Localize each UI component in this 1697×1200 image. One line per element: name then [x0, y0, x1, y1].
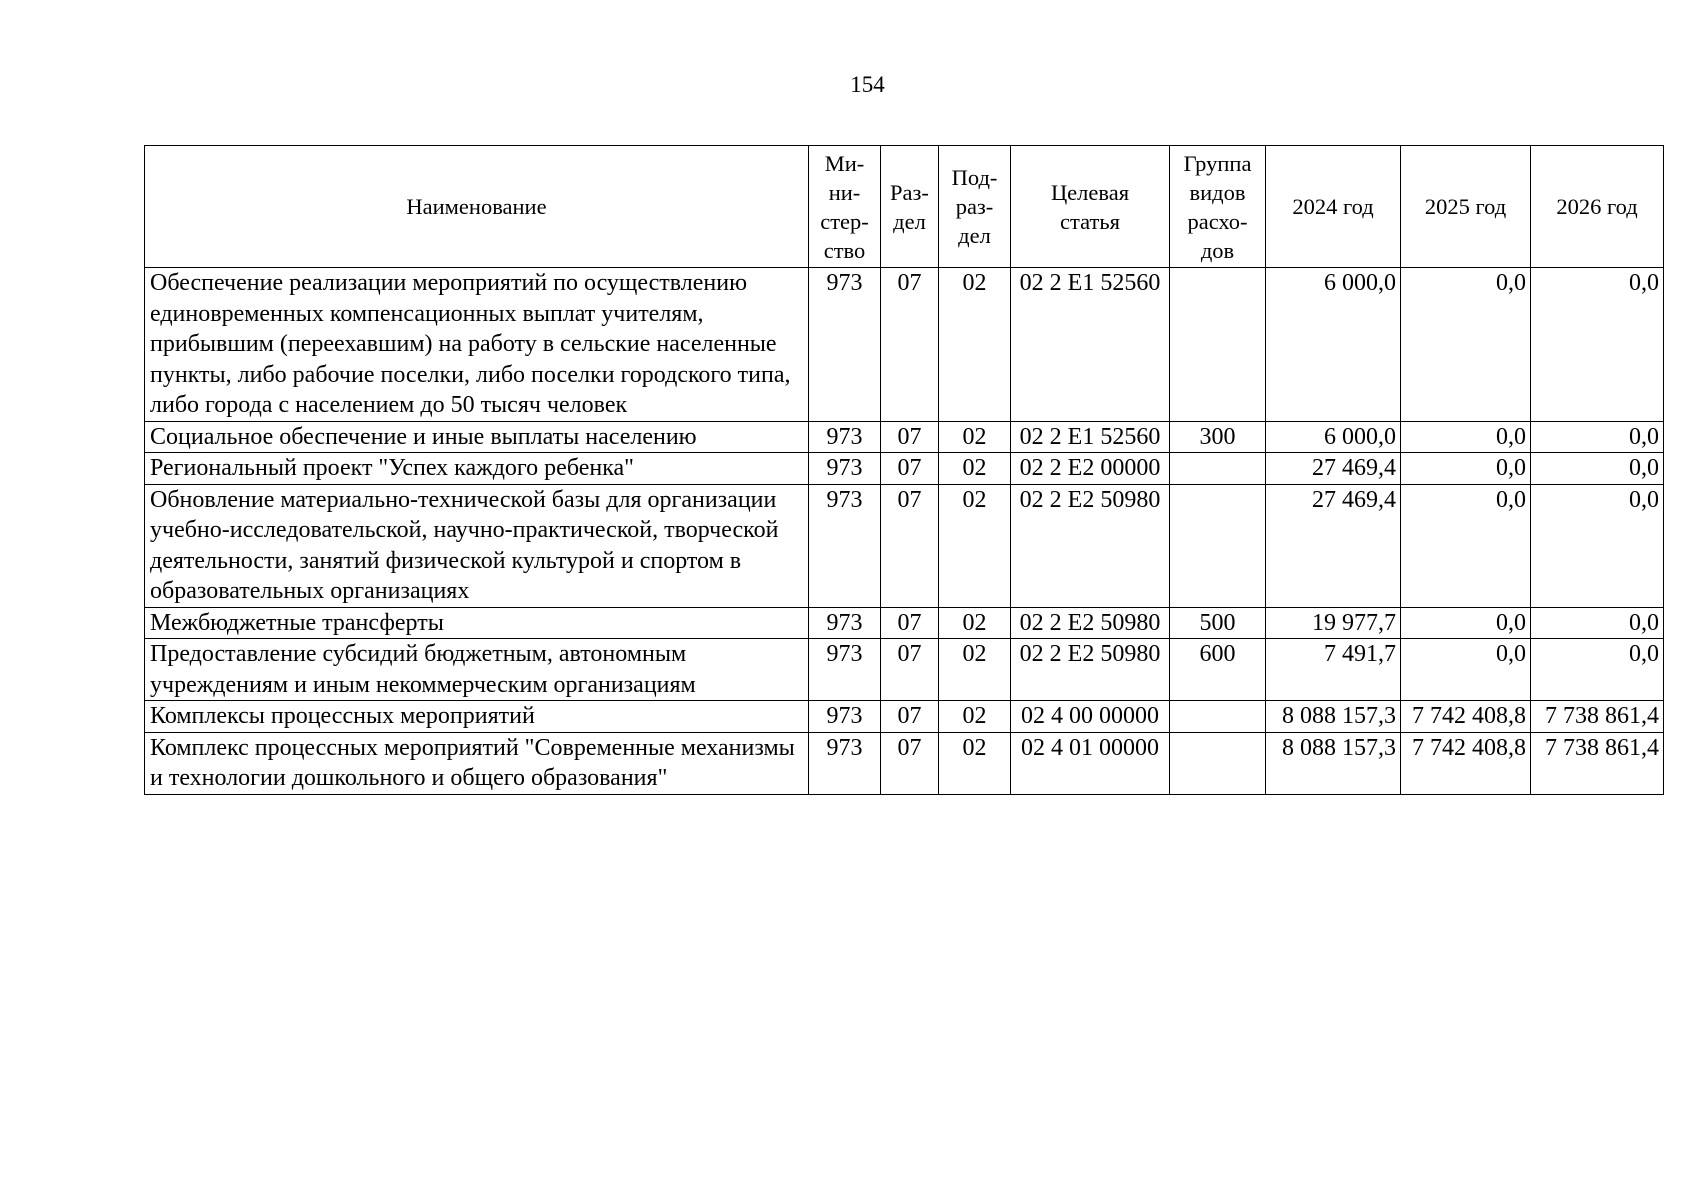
header-ministry-text: Ми- ни- стер- ство	[820, 150, 869, 263]
row-ministry: 973	[809, 639, 881, 701]
row-subsection: 02	[939, 268, 1011, 422]
header-target-article	[1011, 146, 1170, 268]
row-2025: 0,0	[1401, 421, 1531, 453]
row-expense-group: 300	[1170, 421, 1266, 453]
row-ministry: 973	[809, 732, 881, 794]
row-2026: 0,0	[1531, 639, 1664, 701]
table-row	[145, 421, 1664, 453]
row-2025: 0,0	[1401, 639, 1531, 701]
header-section-text: Раз- дел	[890, 179, 929, 234]
table-row	[145, 484, 1664, 607]
row-2026: 0,0	[1531, 421, 1664, 453]
row-name: Межбюджетные трансферты	[145, 607, 809, 639]
row-target-article: 02 2 Е2 50980	[1011, 607, 1170, 639]
row-subsection: 02	[939, 701, 1011, 733]
row-2025: 7 742 408,8	[1401, 732, 1531, 794]
row-2024: 27 469,4	[1266, 453, 1401, 485]
budget-table	[144, 145, 1664, 795]
row-ministry: 973	[809, 607, 881, 639]
row-2024: 27 469,4	[1266, 484, 1401, 607]
header-name: Наименование	[145, 146, 809, 268]
header-2026: 2026 год	[1531, 146, 1664, 268]
table-row	[145, 701, 1664, 733]
table-header-row	[145, 146, 1664, 268]
row-section: 07	[881, 607, 939, 639]
row-target-article: 02 4 01 00000	[1011, 732, 1170, 794]
row-2026: 0,0	[1531, 607, 1664, 639]
row-section: 07	[881, 701, 939, 733]
row-name: Комплекс процессных мероприятий "Современные механизмы и технологии дошкольного и общего образования"	[145, 732, 809, 794]
row-2025: 0,0	[1401, 268, 1531, 422]
row-section: 07	[881, 268, 939, 422]
header-expense-group-text: Группа видов расхо- дов	[1183, 150, 1252, 263]
table-row	[145, 639, 1664, 701]
header-ministry	[809, 146, 881, 268]
row-2024: 8 088 157,3	[1266, 701, 1401, 733]
row-section: 07	[881, 421, 939, 453]
row-subsection: 02	[939, 453, 1011, 485]
row-section: 07	[881, 732, 939, 794]
table-row	[145, 268, 1664, 422]
row-subsection: 02	[939, 639, 1011, 701]
row-name: Обновление материально-технической базы для организации учебно-исследовательской, научно-практической, творческой деятельности, занятий физической культурой и спортом в образовательных организациях	[145, 484, 809, 607]
row-name: Комплексы процессных мероприятий	[145, 701, 809, 733]
row-subsection: 02	[939, 484, 1011, 607]
row-name: Предоставление субсидий бюджетным, автономным учреждениям и иным некоммерческим организациям	[145, 639, 809, 701]
page-number: 154	[850, 72, 885, 97]
row-section: 07	[881, 453, 939, 485]
row-target-article: 02 2 Е1 52560	[1011, 421, 1170, 453]
row-2026: 0,0	[1531, 453, 1664, 485]
row-name: Обеспечение реализации мероприятий по осуществлению единовременных компенсационных выплат учителям, прибывшим (переехавшим) на работу в сельские населенные пункты, либо рабочие поселки, либо поселки городского типа, либо города с населением до 50 тысяч человек	[145, 268, 809, 422]
row-2024: 19 977,7	[1266, 607, 1401, 639]
table-row	[145, 607, 1664, 639]
row-target-article: 02 2 Е2 50980	[1011, 484, 1170, 607]
row-expense-group: 600	[1170, 639, 1266, 701]
row-ministry: 973	[809, 701, 881, 733]
row-expense-group	[1170, 732, 1266, 794]
row-expense-group	[1170, 453, 1266, 485]
row-target-article: 02 2 Е2 00000	[1011, 453, 1170, 485]
row-section: 07	[881, 484, 939, 607]
header-target-article-text: Целевая статья	[1050, 179, 1130, 234]
row-section: 07	[881, 639, 939, 701]
row-subsection: 02	[939, 732, 1011, 794]
row-2025: 7 742 408,8	[1401, 701, 1531, 733]
row-expense-group	[1170, 268, 1266, 422]
row-subsection: 02	[939, 607, 1011, 639]
row-expense-group: 500	[1170, 607, 1266, 639]
row-2024: 6 000,0	[1266, 268, 1401, 422]
header-2025: 2025 год	[1401, 146, 1531, 268]
row-ministry: 973	[809, 484, 881, 607]
header-subsection-text: Под- раз- дел	[951, 165, 998, 248]
row-2026: 0,0	[1531, 484, 1664, 607]
row-2024: 7 491,7	[1266, 639, 1401, 701]
row-expense-group	[1170, 484, 1266, 607]
row-2026: 7 738 861,4	[1531, 701, 1664, 733]
table-row	[145, 453, 1664, 485]
row-name: Региональный проект "Успех каждого ребенка"	[145, 453, 809, 485]
row-2025: 0,0	[1401, 453, 1531, 485]
row-2024: 6 000,0	[1266, 421, 1401, 453]
row-ministry: 973	[809, 421, 881, 453]
header-subsection	[939, 146, 1011, 268]
table-row	[145, 732, 1664, 794]
row-2026: 0,0	[1531, 268, 1664, 422]
row-subsection: 02	[939, 421, 1011, 453]
header-2024: 2024 год	[1266, 146, 1401, 268]
row-target-article: 02 2 Е2 50980	[1011, 639, 1170, 701]
row-name: Социальное обеспечение и иные выплаты населению	[145, 421, 809, 453]
row-ministry: 973	[809, 453, 881, 485]
row-ministry: 973	[809, 268, 881, 422]
row-expense-group	[1170, 701, 1266, 733]
row-target-article: 02 4 00 00000	[1011, 701, 1170, 733]
row-target-article: 02 2 Е1 52560	[1011, 268, 1170, 422]
row-2026: 7 738 861,4	[1531, 732, 1664, 794]
row-2025: 0,0	[1401, 607, 1531, 639]
row-2024: 8 088 157,3	[1266, 732, 1401, 794]
header-section	[881, 146, 939, 268]
header-expense-group	[1170, 146, 1266, 268]
row-2025: 0,0	[1401, 484, 1531, 607]
